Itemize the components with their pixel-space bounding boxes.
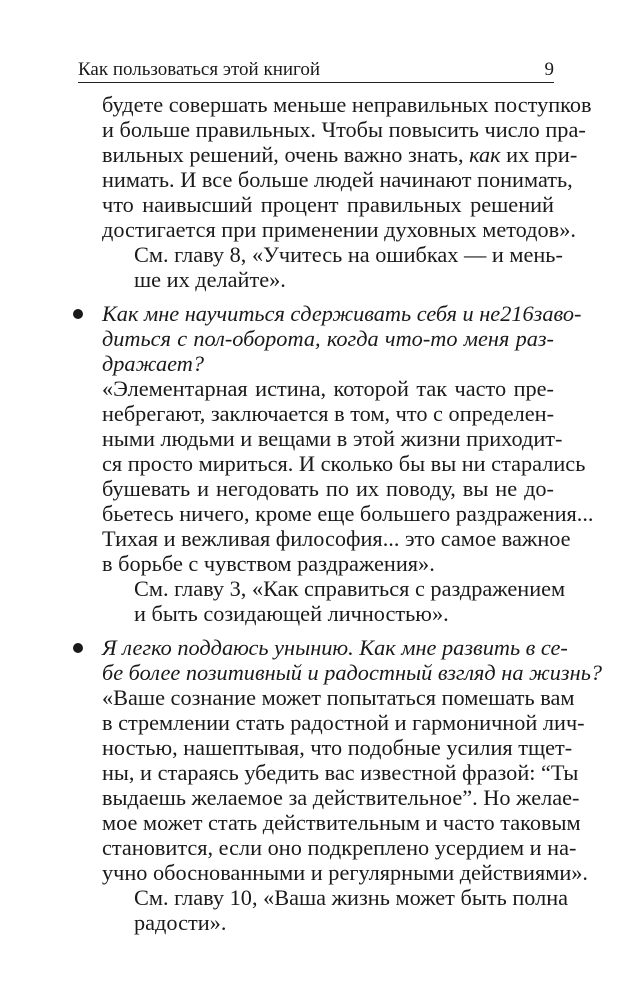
quote-line: Тихая и вежливая философия... это самое важное [102,526,571,551]
quote-line: бьетесь ничего, кроме еще большего раздражения... [102,501,594,526]
question-line: Как мне научиться сдерживать себя и не216заво- [102,301,582,326]
text-line: вильных решений, очень важно знать, как их при- [102,142,578,167]
quote-line: в стремлении стать радостной и гармоничной лич- [102,710,585,735]
chapter-reference: См. главу 3, «Как справиться с раздражением [134,576,566,601]
quote-line: мое может стать действительным и часто таковым [102,810,581,835]
chapter-reference: ше их делайте». [134,267,286,292]
chapter-reference: См. главу 10, «Ваша жизнь может быть полна [134,885,569,910]
quote-line: в борьбе с чувством раздражения». [102,551,435,576]
chapter-reference: радости». [134,910,227,935]
text-line: будете совершать меньше неправильных поступков [102,92,592,117]
quote-line: небрегают, заключается в том, что с определен- [102,401,554,426]
quote-line: ны, и стараясь убедить вас известной фразой: “Ты [102,760,579,785]
quote-line: ся просто мириться. И сколько бы вы ни старались [102,451,586,476]
quote-line: выдаешь желаемое за действительное”. Но желае- [102,785,580,810]
text-line: что наивысший процент правильных решений [102,192,554,217]
bullet-icon [73,309,83,319]
text-line: и больше правильных. Чтобы повысить число пра- [102,117,586,142]
bullet-icon [73,643,83,653]
question-line: диться с пол-оборота, когда что-то меня раз- [102,326,554,351]
emphasis: как [469,142,501,167]
quote-line: ностью, нашептывая, что подобные усилия тщет- [102,735,573,760]
quote-line: «Элементарная истина, которой так часто пре- [102,376,554,401]
quote-line: ными людьми и вещами в этой жизни приходит- [102,426,563,451]
text-line: нимать. И все больше людей начинают понимать, [102,167,573,192]
page-number: 9 [544,59,554,80]
question-line: Я легко поддаюсь унынию. Как мне развить в се- [102,635,568,660]
chapter-reference: и быть созидающей личностью». [134,601,449,626]
quote-line: становится, если оно подкреплено усердием и на- [102,835,577,860]
running-header-title: Как пользоваться этой книгой [78,59,321,80]
running-header [78,58,554,83]
chapter-reference: См. главу 8, «Учитесь на ошибках — и мень- [134,242,563,267]
text-line: достигается при применении духовных методов». [102,217,576,242]
question-line: дражает? [102,351,205,376]
quote-line: учно обоснованными и регулярными действиями». [102,860,589,885]
question-line: бе более позитивный и радостный взгляд на жизнь? [102,660,602,685]
quote-line: бушевать и негодовать по их поводу, вы не до- [102,476,554,501]
quote-line: «Ваше сознание может попытаться помешать вам [102,685,575,710]
